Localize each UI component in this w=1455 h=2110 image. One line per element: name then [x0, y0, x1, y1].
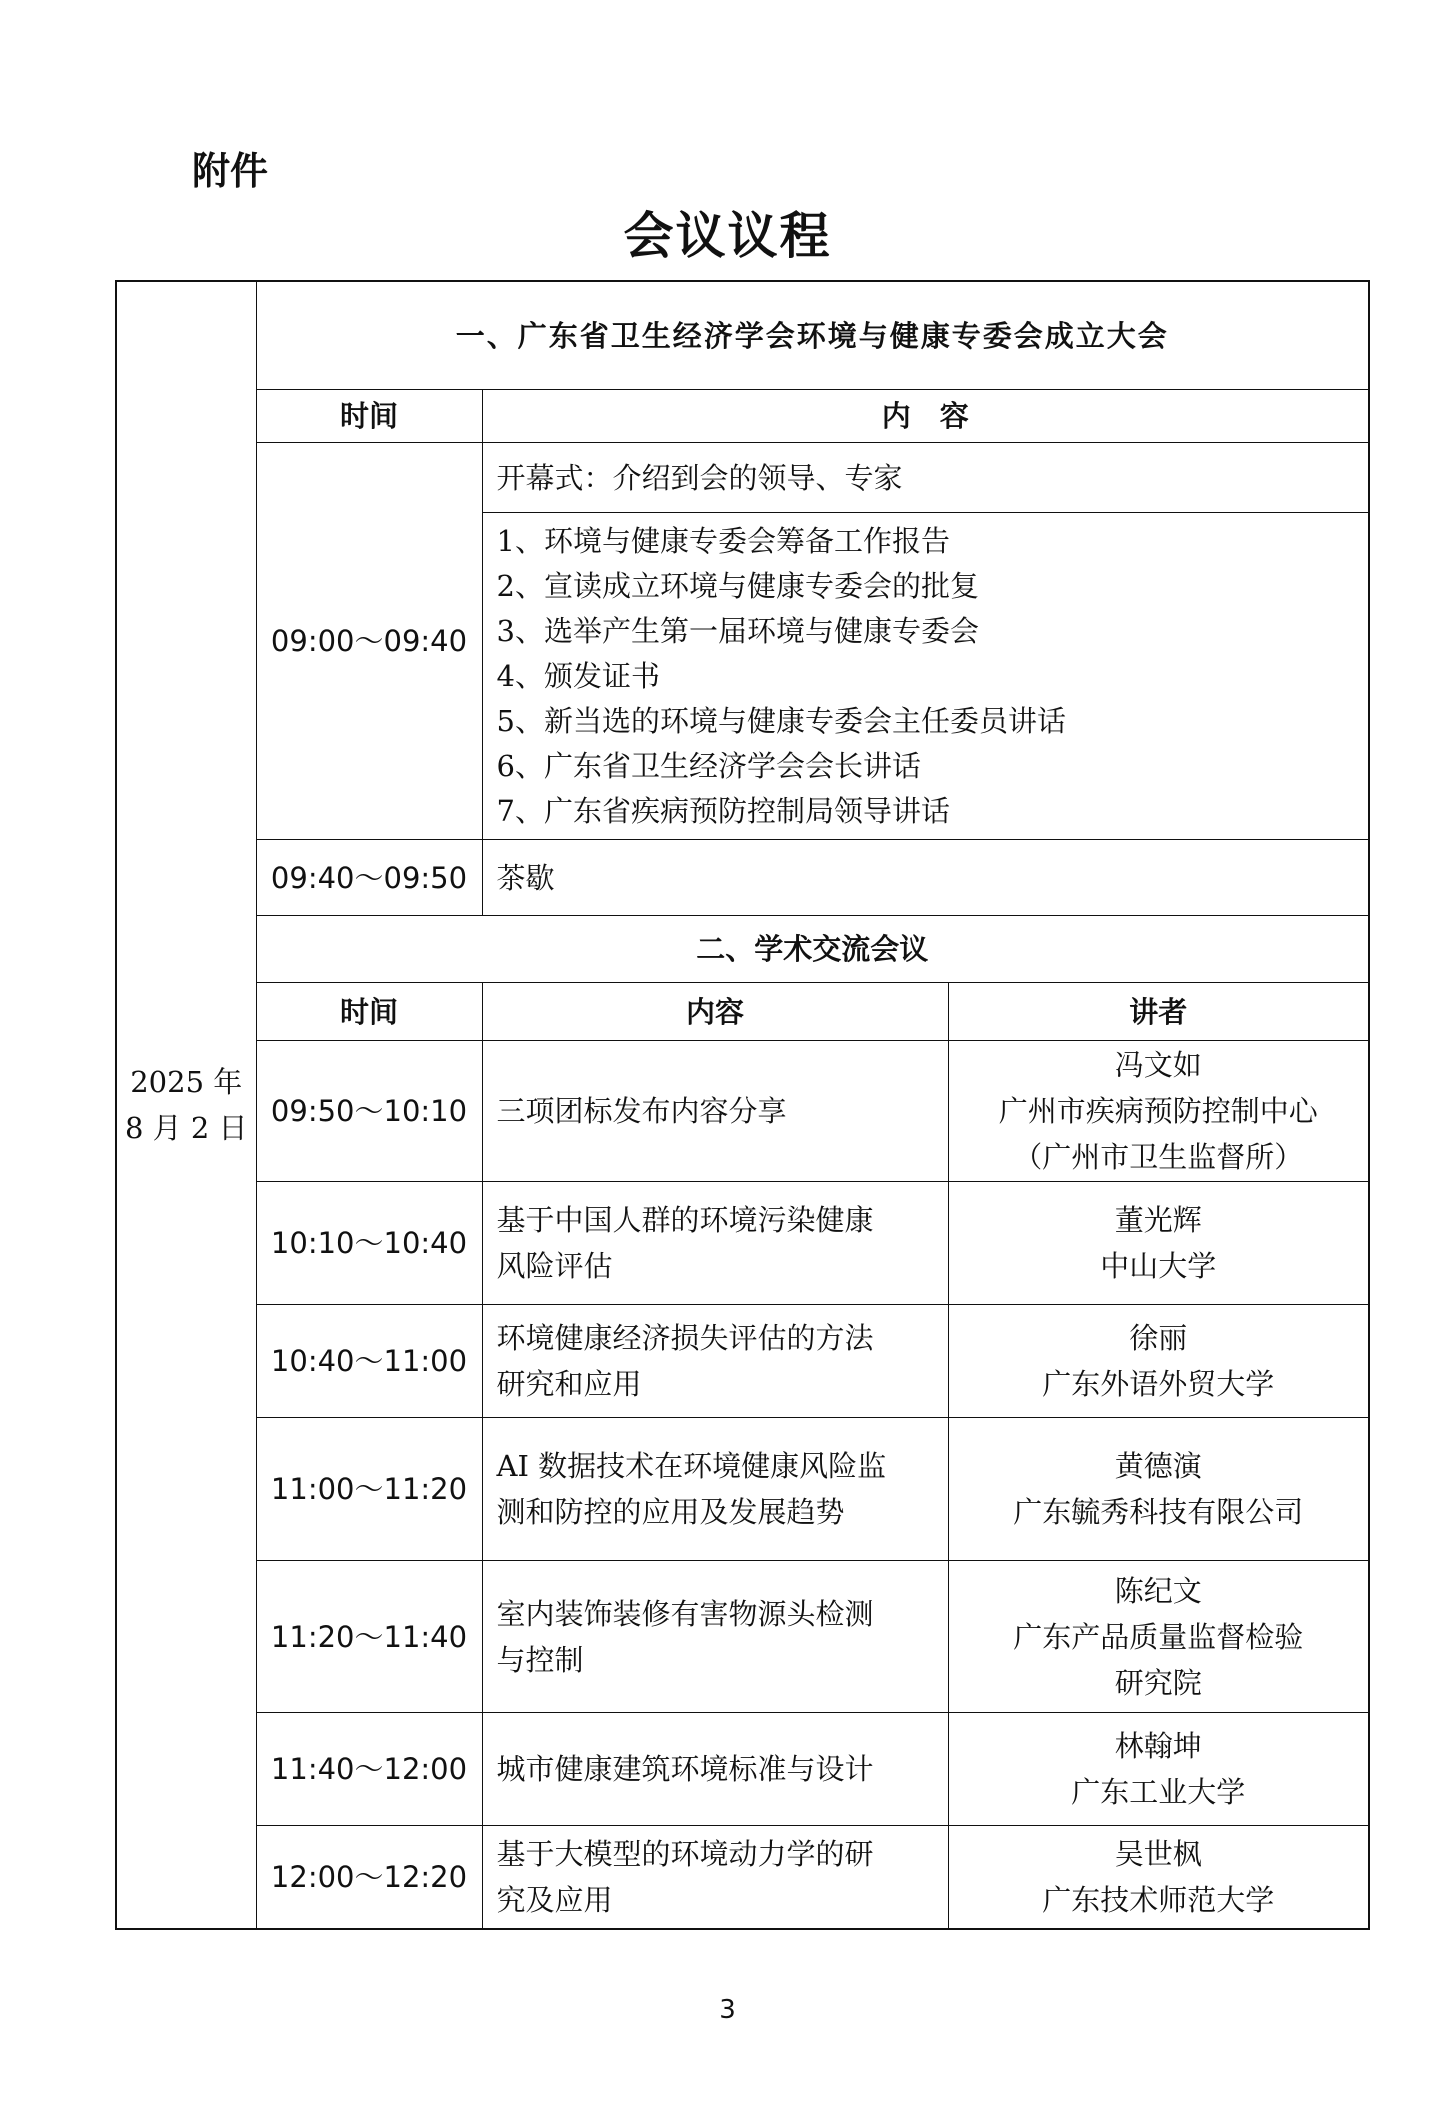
list-item: 5、新当选的环境与健康专委会主任委员讲话	[496, 703, 1066, 738]
list-item: 4、颁发证书	[496, 658, 660, 693]
list-item: 7、广东省疾病预防控制局领导讲话	[496, 793, 950, 828]
session-speaker	[948, 1182, 1369, 1305]
session-content	[482, 1826, 948, 1930]
session-content-line: 基于大模型的环境动力学的研	[496, 1837, 874, 1871]
session-content	[482, 1041, 948, 1182]
session-speaker	[948, 1305, 1369, 1418]
session-speaker	[948, 1561, 1369, 1713]
table-row	[116, 1561, 1369, 1713]
list-item: 2、宣读成立环境与健康专委会的批复	[496, 568, 979, 603]
section2-header-time: 时间	[256, 983, 482, 1041]
section1-header-time: 时间	[256, 390, 482, 443]
speaker-affiliation: 广东毓秀科技有限公司	[1013, 1495, 1304, 1529]
speaker-name: 陈纪文	[1114, 1573, 1202, 1608]
date-line-day: 8 月 2 日	[124, 1111, 248, 1145]
speaker-name: 林翰坤	[1114, 1729, 1202, 1763]
session-content	[482, 1305, 948, 1418]
session-content	[482, 1713, 948, 1826]
speaker-name: 徐丽	[1129, 1321, 1188, 1355]
list-item: 1、环境与健康专委会筹备工作报告	[496, 523, 950, 558]
speaker-affiliation: 广东工业大学	[1071, 1775, 1246, 1809]
speaker-affiliation: 研究院	[1114, 1665, 1202, 1700]
section1-row2-time: 09:40～09:50	[256, 840, 482, 916]
agenda-table	[115, 280, 1370, 1930]
session-time: 11:00～11:20	[256, 1418, 482, 1561]
speaker-affiliation: 广东技术师范大学	[1042, 1883, 1275, 1917]
table-row	[116, 1418, 1369, 1561]
session-content-line: 风险评估	[496, 1249, 613, 1283]
session-time: 10:40～11:00	[256, 1305, 482, 1418]
speaker-affiliation: 广东产品质量监督检验	[1013, 1619, 1304, 1654]
table-row	[116, 1041, 1369, 1182]
session-content-line: 与控制	[496, 1642, 584, 1677]
section2-header-speaker: 讲者	[948, 983, 1369, 1041]
session-content-line: 研究和应用	[496, 1367, 642, 1401]
speaker-name: 董光辉	[1114, 1203, 1202, 1237]
table-row	[116, 1826, 1369, 1930]
section1-header-content: 内 容	[482, 390, 1369, 443]
section1-row1-time: 09:00～09:40	[256, 443, 482, 840]
session-speaker	[948, 1826, 1369, 1930]
table-row	[116, 1305, 1369, 1418]
section2-title: 二、学术交流会议	[256, 916, 1369, 983]
session-content	[482, 1561, 948, 1713]
session-speaker	[948, 1041, 1369, 1182]
section1-items	[482, 513, 1369, 840]
speaker-name: 冯文如	[1114, 1048, 1202, 1082]
session-content-line: 三项团标发布内容分享	[496, 1094, 787, 1128]
session-time: 11:20～11:40	[256, 1561, 482, 1713]
session-content-line: 究及应用	[496, 1883, 613, 1917]
session-content	[482, 1418, 948, 1561]
date-line-year: 2025 年	[130, 1065, 243, 1099]
section2-header-content: 内容	[482, 983, 948, 1041]
session-time: 10:10～10:40	[256, 1182, 482, 1305]
list-item: 6、广东省卫生经济学会会长讲话	[496, 748, 921, 783]
table-row	[116, 1713, 1369, 1826]
session-content	[482, 1182, 948, 1305]
speaker-name: 黄德演	[1114, 1449, 1202, 1483]
session-content-line: 城市健康建筑环境标准与设计	[496, 1752, 874, 1786]
speaker-name: 吴世枫	[1114, 1837, 1202, 1871]
table-row	[116, 1182, 1369, 1305]
section1-title: 一、广东省卫生经济学会环境与健康专委会成立大会	[256, 281, 1369, 390]
session-speaker	[948, 1713, 1369, 1826]
session-time: 12:00～12:20	[256, 1826, 482, 1930]
page-title: 会议议程	[623, 207, 832, 265]
list-item: 3、选举产生第一届环境与健康专委会	[496, 613, 979, 648]
opening-ceremony: 开幕式：介绍到会的领导、专家	[482, 443, 1369, 513]
session-time: 11:40～12:00	[256, 1713, 482, 1826]
attachment-label: 附件	[192, 149, 269, 193]
tea-break: 茶歇	[482, 840, 1369, 916]
speaker-affiliation: 广州市疾病预防控制中心	[998, 1094, 1318, 1128]
speaker-affiliation: （广州市卫生监督所）	[1013, 1140, 1304, 1174]
page-number: 3	[719, 1995, 736, 2025]
speaker-affiliation: 中山大学	[1100, 1249, 1217, 1283]
session-content-line: AI 数据技术在环境健康风险监	[496, 1449, 887, 1483]
session-content-line: 基于中国人群的环境污染健康	[496, 1203, 874, 1237]
session-content-line: 环境健康经济损失评估的方法	[496, 1321, 874, 1355]
session-speaker	[948, 1418, 1369, 1561]
speaker-affiliation: 广东外语外贸大学	[1042, 1367, 1275, 1401]
session-content-line: 室内装饰装修有害物源头检测	[496, 1596, 874, 1631]
session-time: 09:50～10:10	[256, 1041, 482, 1182]
session-content-line: 测和防控的应用及发展趋势	[496, 1495, 845, 1529]
date-cell	[116, 281, 256, 1929]
